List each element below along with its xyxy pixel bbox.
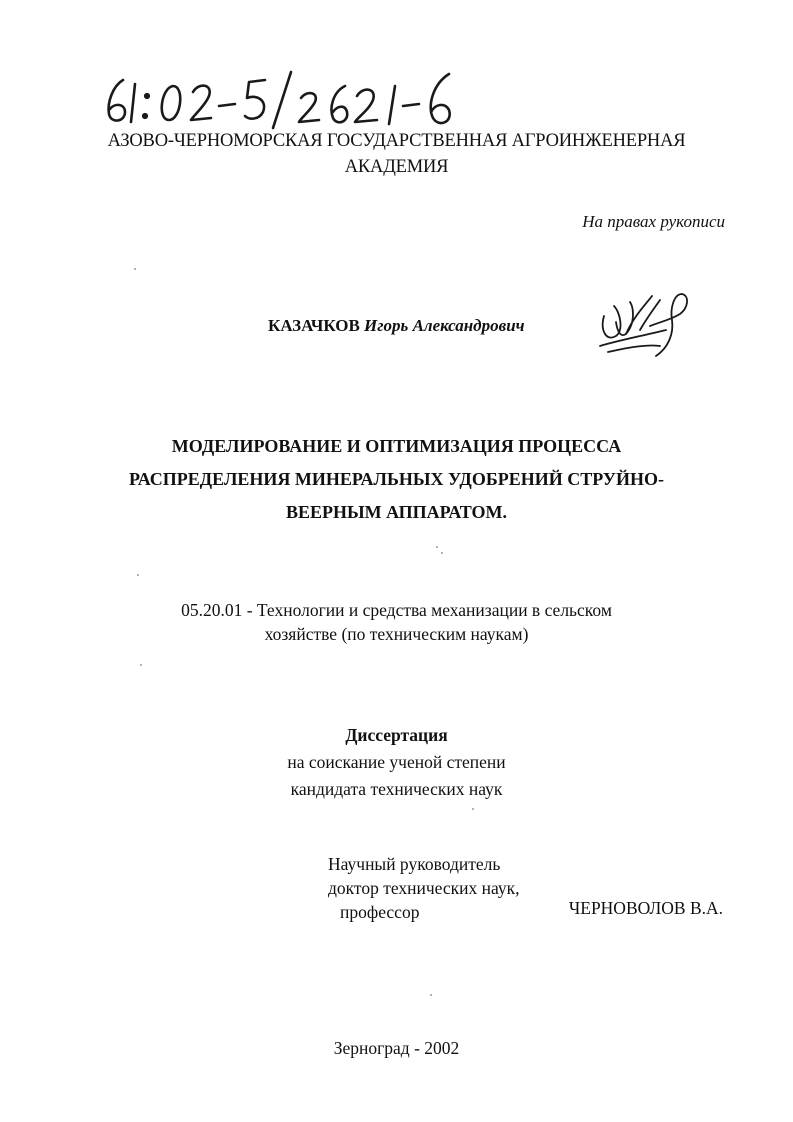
- organization-line-2: АКАДЕМИЯ: [344, 157, 449, 177]
- city-year: Зерноград - 2002: [333, 1038, 460, 1058]
- title-line-2: РАСПРЕДЕЛЕНИЯ МИНЕРАЛЬНЫХ УДОБРЕНИЙ СТРУЙНО-: [129, 469, 664, 489]
- supervisor-line-1: Научный руководитель: [328, 854, 501, 874]
- degree-line-2: на соискание ученой степени: [287, 752, 506, 772]
- supervisor-name: ЧЕРНОВОЛОВ В.А.: [568, 898, 723, 918]
- scan-speck: [472, 808, 474, 810]
- author-surname: КАЗАЧКОВ: [268, 316, 360, 335]
- scan-speck: [134, 268, 136, 270]
- document-type: Диссертация: [345, 725, 448, 745]
- supervisor-line-3: профессор: [340, 902, 420, 922]
- signature-image: [590, 286, 700, 366]
- title-line-1: МОДЕЛИРОВАНИЕ И ОПТИМИЗАЦИЯ ПРОЦЕССА: [171, 436, 622, 456]
- specialty-line-2: хозяйстве (по техническим наукам): [264, 624, 529, 644]
- scan-speck: [436, 546, 438, 548]
- scan-speck: [441, 552, 443, 554]
- organization-name: [0, 128, 793, 180]
- author-given-names: Игорь Александрович: [364, 316, 525, 335]
- degree-line-3: кандидата технических наук: [290, 779, 503, 799]
- dissertation-title: [0, 430, 793, 529]
- scan-speck: [137, 574, 139, 576]
- organization-line-1: АЗОВО-ЧЕРНОМОРСКАЯ ГОСУДАРСТВЕННАЯ АГРОИНЖЕНЕРНАЯ: [107, 131, 686, 151]
- title-line-3: ВЕЕРНЫМ АППАРАТОМ.: [285, 502, 508, 522]
- degree-block: [0, 722, 793, 803]
- scan-speck: [140, 664, 142, 666]
- rights-note: На правах рукописи: [582, 212, 725, 231]
- supervisor-block: [328, 852, 520, 924]
- author-name: [268, 316, 525, 336]
- handwritten-archive-code: [95, 62, 545, 132]
- supervisor-line-2: доктор технических наук,: [328, 878, 520, 898]
- scan-speck: [430, 994, 432, 996]
- specialty-code: [0, 598, 793, 646]
- specialty-line-1: 05.20.01 - Технологии и средства механизации в сельском: [181, 600, 612, 620]
